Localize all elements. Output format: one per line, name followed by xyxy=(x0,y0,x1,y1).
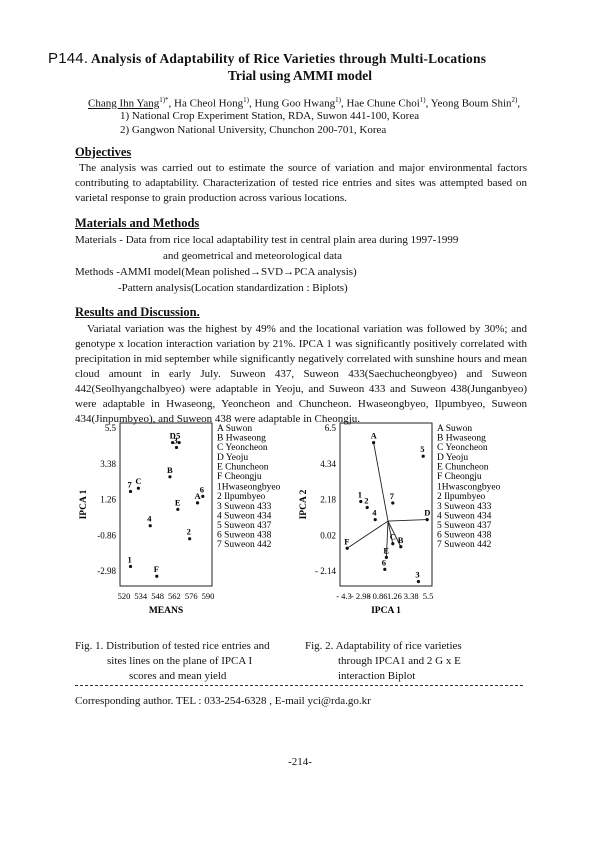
figure-2-caption-line-1: Fig. 2. Adaptability of rice varieties xyxy=(305,640,462,652)
figure-1 xyxy=(79,423,281,616)
legend-entry: 4 Suweon 434 xyxy=(217,511,272,522)
point-label: D xyxy=(424,507,431,518)
point-label: E xyxy=(174,497,181,508)
point-label: E xyxy=(383,545,390,556)
point-label: 5 xyxy=(176,430,181,441)
y-tick-label: - 2.14 xyxy=(315,566,336,576)
legend-entry: 1Hwaseongbyeo xyxy=(217,482,281,493)
point-label: 7 xyxy=(389,490,395,501)
data-point xyxy=(149,524,152,527)
point-label: F xyxy=(153,564,160,575)
author-sup: 1) xyxy=(419,96,426,104)
y-axis-label: IPCA 2 xyxy=(299,489,309,520)
results-text: Variatal variation was the highest by 49% and the locational variation was followed by 30%; and genotype x location interaction variation by 21%. IPCA 1 was significantly positively correlated with precipitation in mid september while significantly negatively correlated with sunshine hours and mean cloud amount in early July. Suweon 437, Suweon 433(Saechucheongbyeo) and Suweon 442(Seolhyangchalbyeo) were adaptable in Yeoju, and Suweon 433 and Suweon 438(Junganbyeo) were adaptable in Hwaseong, Yeoncheon and Chuncheon. Hwaseongbyeo, Ilpumbyeo, Suweon 434(Jinpumbyeo), and Suweon 438 were adaptable in Cheongju. xyxy=(75,323,527,425)
author-sup: 1)* xyxy=(159,96,169,104)
point-label: 4 xyxy=(372,507,377,518)
corresponding-author: Corresponding author. TEL : 033-254-6328 , E-mail yci@rda.go.kr xyxy=(75,695,371,707)
figure-2 xyxy=(299,423,501,616)
data-point xyxy=(155,575,158,578)
data-point xyxy=(188,537,191,540)
figure-1-caption-line-2: sites lines on the plane of IPCA I xyxy=(107,655,253,667)
data-point xyxy=(422,455,425,458)
x-axis-label: MEANS xyxy=(148,606,184,616)
figure-2-caption-line-2: through IPCA1 and 2 G x E xyxy=(338,655,461,667)
data-point xyxy=(176,508,179,511)
methods-heading: Materials and Methods xyxy=(75,216,200,230)
legend-entry: 5 Suweon 437 xyxy=(217,521,272,531)
first-author: Chang Ihn Yang xyxy=(88,97,160,110)
y-tick-label: 2.18 xyxy=(320,494,336,505)
author-name: , Hae Chune Choi xyxy=(340,97,420,110)
legend-site: E Chuncheon xyxy=(437,462,489,473)
data-point xyxy=(383,568,386,571)
y-tick-label: 4.34 xyxy=(320,458,336,469)
legend-site: A Suwon xyxy=(217,424,253,434)
point-label: C xyxy=(135,476,142,487)
objectives-text: The analysis was carried out to estimate the source of variation and major environmental factors contributing to adaptability. Characterization of tested rice entries and sites was attempted based on varietal response to grain production across various locations. xyxy=(75,162,527,204)
point-label: 3 xyxy=(173,435,178,446)
x-axis-label: IPCA 1 xyxy=(371,606,401,616)
legend-site: F Cheongju xyxy=(217,472,262,482)
materials-line-2: and geometrical and meteorological data xyxy=(163,250,342,262)
point-label: A xyxy=(194,490,201,501)
data-point xyxy=(137,487,140,490)
x-tick-label: 562 xyxy=(168,591,181,601)
x-tick-label: - 0.86 xyxy=(367,591,388,601)
page-number: -214- xyxy=(288,756,312,768)
legend-entry: 7 Suweon 442 xyxy=(217,540,272,551)
point-label: 2 xyxy=(364,495,369,506)
data-point xyxy=(391,542,394,545)
legend-site: C Yeoncheon xyxy=(217,443,268,454)
point-label: D xyxy=(169,430,176,441)
data-point xyxy=(175,446,178,449)
methods-line-2: -Pattern analysis(Location standardization : Biplots) xyxy=(118,282,348,294)
x-tick-label: 3.38 xyxy=(403,591,419,601)
data-point xyxy=(168,475,171,478)
legend-entry: 2 Ilpumbyeo xyxy=(437,492,486,503)
legend-site: E Chuncheon xyxy=(217,462,269,473)
point-label: 5 xyxy=(420,444,425,455)
title-line-2: Trial using AMMI model xyxy=(227,68,373,83)
author-sup: 1) xyxy=(335,96,341,104)
figure-1-caption-line-1: Fig. 1. Distribution of tested rice entries and xyxy=(75,640,270,652)
y-tick-label: -0.86 xyxy=(97,530,116,541)
point-label: 1 xyxy=(127,554,132,565)
legend-site: D Yeoju xyxy=(437,452,469,463)
y-tick-label: 6.5 xyxy=(324,423,336,433)
legend-entry: 4 Suweon 434 xyxy=(437,511,492,522)
point-label: F xyxy=(344,536,350,547)
point-label: 1 xyxy=(357,489,363,500)
point-label: 3 xyxy=(415,569,420,580)
legend-entry: 1Hwascongbyeo xyxy=(437,482,501,493)
data-point xyxy=(426,518,429,521)
point-label: 2 xyxy=(186,526,191,537)
x-tick-label: 5.5 xyxy=(422,591,434,601)
legend-site: A Suwon xyxy=(437,424,473,434)
paper-title xyxy=(48,50,568,68)
figure-1-caption-line-3: scores and mean yield xyxy=(129,670,227,682)
divider xyxy=(75,685,523,686)
data-point xyxy=(374,518,377,521)
point-label: 6 xyxy=(199,484,205,495)
legend-site: C Yeoncheon xyxy=(437,443,488,454)
y-axis-label: IPCA 1 xyxy=(79,489,89,520)
objectives-heading: Objectives xyxy=(75,145,132,159)
data-point xyxy=(359,500,362,503)
data-point xyxy=(417,580,420,583)
x-tick-label: 548 xyxy=(151,591,164,601)
point-label: B xyxy=(397,534,404,545)
data-point xyxy=(129,490,132,493)
author-end: , xyxy=(517,97,521,110)
point-label: 6 xyxy=(381,557,387,568)
legend-entry: 7 Suweon 442 xyxy=(437,540,492,551)
legend-entry: 3 Suweon 433 xyxy=(437,501,492,512)
y-tick-label: -2.98 xyxy=(97,566,116,576)
y-tick-label: 5.5 xyxy=(104,423,116,433)
author-name: , Yeong Boum Shin xyxy=(425,97,512,110)
legend-entry: 2 Ilpumbyeo xyxy=(217,492,266,503)
data-point xyxy=(178,441,181,444)
legend-site: F Cheongju xyxy=(437,472,482,482)
x-tick-label: 576 xyxy=(184,591,198,601)
author-list xyxy=(88,96,520,110)
author-name: , Hung Goo Hwang xyxy=(248,97,336,110)
point-label: A xyxy=(370,430,377,441)
legend-site: B Hwaseong xyxy=(217,433,266,444)
site-vector xyxy=(347,521,388,548)
author-sup: 1) xyxy=(243,96,249,104)
results-heading: Results and Discussion. xyxy=(75,305,200,319)
legend-entry: 6 Suweon 438 xyxy=(437,530,492,541)
author-sup: 2) xyxy=(511,96,518,104)
data-point xyxy=(399,545,402,548)
legend-entry: 6 Suweon 438 xyxy=(217,530,272,541)
point-label: 7 xyxy=(127,479,132,490)
data-point xyxy=(372,441,375,444)
data-point xyxy=(346,547,349,550)
affiliation-1: 1) National Crop Experiment Station, RDA, Suwon 441-100, Korea xyxy=(120,110,420,122)
affiliation-2: 2) Gangwon National University, Chunchon 200-701, Korea xyxy=(120,124,387,136)
y-tick-label: 0.02 xyxy=(320,530,336,541)
methods-line: Methods -AMMI model(Mean polished→SVD→PCA analysis) xyxy=(75,266,357,278)
y-tick-label: 1.26 xyxy=(100,494,116,505)
legend-site: B Hwaseong xyxy=(437,433,486,444)
figure-2-caption-line-3: interaction Biplot xyxy=(338,670,416,682)
data-point xyxy=(391,501,394,504)
data-point xyxy=(201,495,204,498)
data-point xyxy=(366,506,369,509)
x-tick-label: 1.26 xyxy=(386,591,402,601)
poster-code: P144. xyxy=(48,50,89,67)
legend-entry: 5 Suweon 437 xyxy=(437,521,492,531)
data-point xyxy=(196,501,199,504)
legend-entry: 3 Suweon 433 xyxy=(217,501,272,512)
point-label: B xyxy=(166,464,173,475)
data-point xyxy=(129,565,132,568)
plot-frame xyxy=(120,423,212,586)
x-tick-label: 520 xyxy=(117,591,131,601)
x-tick-label: 590 xyxy=(201,591,215,601)
materials-line: Materials - Data from rice local adaptability test in central plain area during 1997-1999 xyxy=(75,234,459,246)
point-label: C xyxy=(389,531,396,542)
y-tick-label: 3.38 xyxy=(100,458,116,469)
site-vector xyxy=(388,520,427,522)
legend-site: D Yeoju xyxy=(217,452,249,463)
author-name: , Ha Cheol Hong xyxy=(168,97,244,110)
figures-area xyxy=(0,415,600,630)
title-line-1: Analysis of Adaptability of Rice Varieties through Multi-Locations xyxy=(91,51,487,66)
point-label: 4 xyxy=(147,513,152,524)
x-tick-label: - 4.3 xyxy=(336,591,352,601)
x-tick-label: 534 xyxy=(134,591,148,601)
x-tick-label: - 2.98 xyxy=(350,591,371,601)
